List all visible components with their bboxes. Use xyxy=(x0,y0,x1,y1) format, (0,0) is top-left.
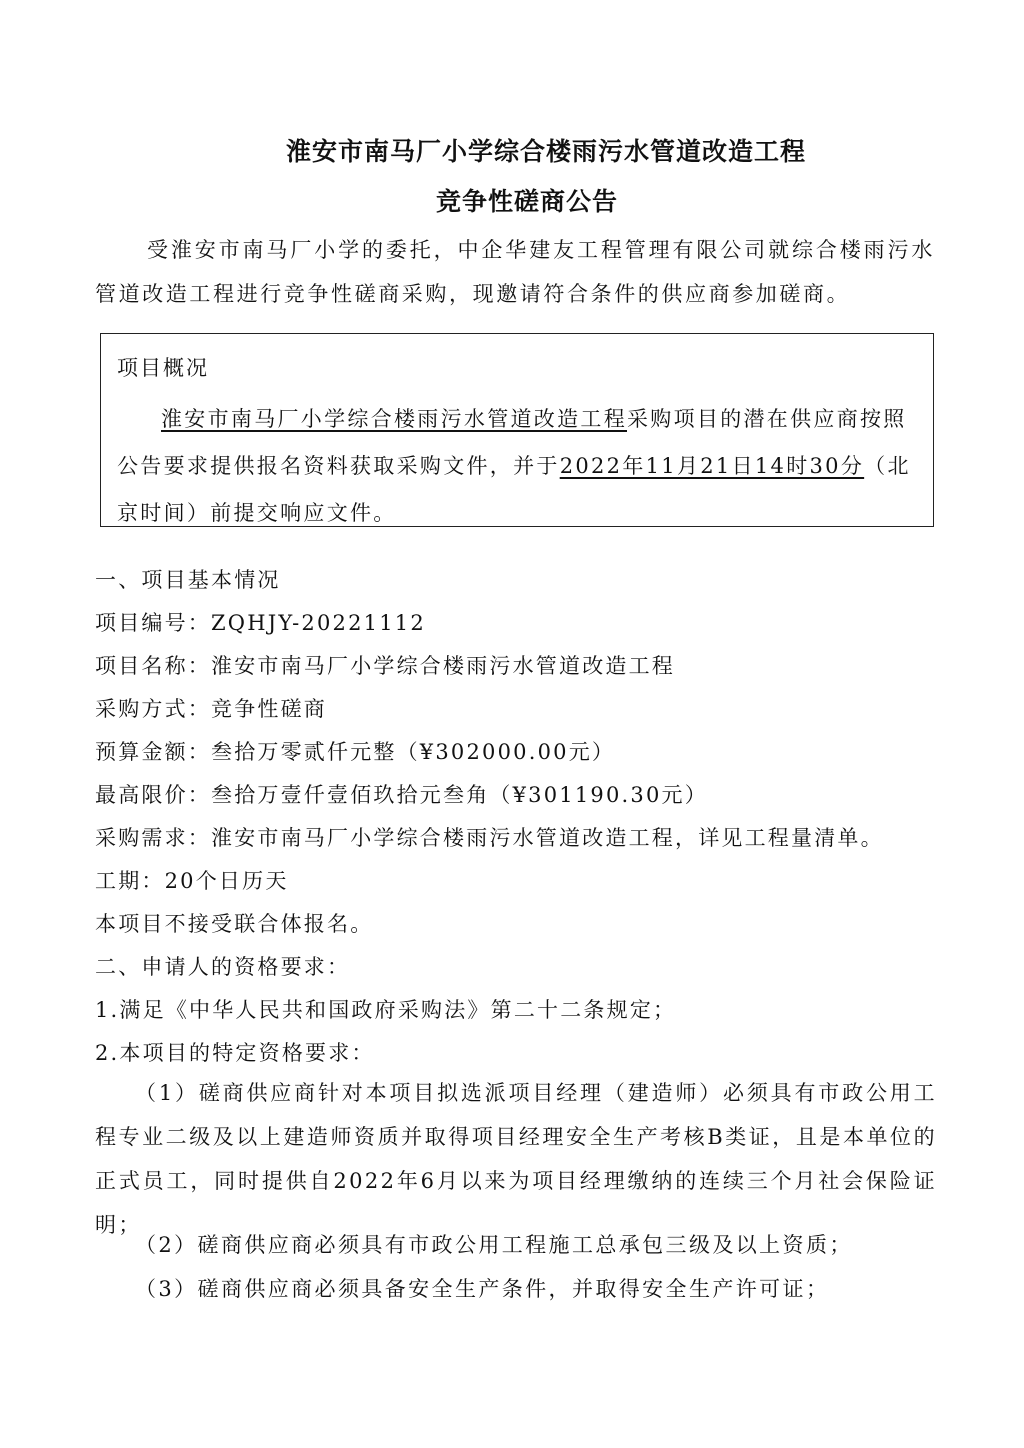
project-number: 项目编号：ZQHJY-20221112 xyxy=(95,611,426,635)
consortium-note: 本项目不接受联合体报名。 xyxy=(95,912,374,936)
qualification-item-2: 2.本项目的特定资格要求： xyxy=(95,1041,375,1065)
overview-project-name: 淮安市南马厂小学综合楼雨污水管道改造工程 xyxy=(161,407,627,431)
procurement-demand: 采购需求：淮安市南马厂小学综合楼雨污水管道改造工程，详见工程量清单。 xyxy=(95,826,884,850)
overview-heading: 项目概况 xyxy=(117,356,209,380)
qualification-item-1: 1.满足《中华人民共和国政府采购法》第二十二条规定； xyxy=(95,998,677,1022)
max-price: 最高限价：叁拾万壹仟壹佰玖拾元叁角（¥301190.30元） xyxy=(95,783,708,807)
qualification-sub-1: （1）磋商供应商针对本项目拟选派项目经理（建造师）必须具有市政公用工程专业二级及以上建造师资质并取得项目经理安全生产考核B类证，且是本单位的正式员工，同时提供自2022年6月以来为项目经理缴纳的连续三个月社会保险证明； xyxy=(95,1081,937,1237)
overview-box xyxy=(100,333,934,527)
overview-text-mid: 采购项目的潜在供应商按照公告要求提供报名资料获取采购文件，并于 xyxy=(117,407,907,478)
section2-heading: 二、申请人的资格要求： xyxy=(95,955,351,979)
overview-text xyxy=(117,396,923,537)
overview-deadline: 2022年11月21日14时30分 xyxy=(559,454,865,478)
budget-amount: 预算金额：叁拾万零贰仟元整（¥302000.00元） xyxy=(95,740,616,764)
qualification-sub-3: （3）磋商供应商必须具备安全生产条件，并取得安全生产许可证； xyxy=(135,1277,830,1301)
construction-period: 工期：20个日历天 xyxy=(95,869,289,893)
project-name: 项目名称：淮安市南马厂小学综合楼雨污水管道改造工程 xyxy=(95,654,675,678)
procurement-method: 采购方式：竞争性磋商 xyxy=(95,697,327,721)
qualification-sub-2: （2）磋商供应商必须具有市政公用工程施工总承包三级及以上资质； xyxy=(135,1233,853,1257)
document-subtitle: 竞争性磋商公告 xyxy=(435,187,618,216)
overview-text-end: （北京时间）前提交响应文件。 xyxy=(117,454,911,525)
section1-heading: 一、项目基本情况 xyxy=(95,568,281,592)
document-title: 淮安市南马厂小学综合楼雨污水管道改造工程 xyxy=(285,137,806,166)
intro-paragraph: 受淮安市南马厂小学的委托，中企华建友工程管理有限公司就综合楼雨污水管道改造工程进行竞争性磋商采购，现邀请符合条件的供应商参加磋商。 xyxy=(95,238,935,306)
